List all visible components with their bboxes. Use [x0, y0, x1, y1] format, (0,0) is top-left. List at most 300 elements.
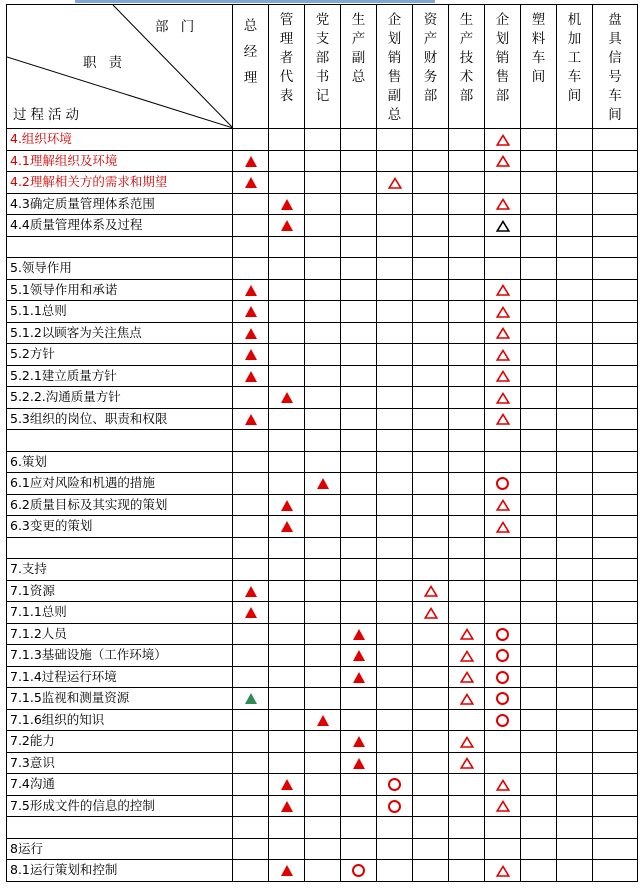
matrix-cell — [449, 516, 485, 538]
open-red-circle-icon — [388, 800, 401, 813]
matrix-cell — [269, 172, 305, 194]
matrix-cell — [341, 645, 377, 667]
matrix-cell — [557, 860, 593, 882]
matrix-cell — [557, 322, 593, 344]
table-row — [7, 150, 638, 172]
dept-label: 总 经 理 — [243, 18, 258, 86]
matrix-cell — [269, 451, 305, 473]
matrix-cell — [557, 301, 593, 323]
matrix-cell — [305, 258, 341, 280]
matrix-cell — [341, 602, 377, 624]
matrix-cell — [305, 559, 341, 581]
matrix-cell — [521, 623, 557, 645]
matrix-cell — [233, 215, 269, 237]
matrix-cell — [305, 838, 341, 860]
matrix-cell — [557, 387, 593, 409]
matrix-cell — [593, 602, 638, 624]
process-activity-cell: 5.3组织的岗位、职责和权限 — [7, 408, 233, 430]
matrix-cell — [305, 236, 341, 258]
matrix-cell — [341, 537, 377, 559]
open-red-triangle-icon — [496, 198, 510, 210]
matrix-cell — [557, 580, 593, 602]
process-activity-cell: 6.3变更的策划 — [7, 516, 233, 538]
matrix-cell — [413, 774, 449, 796]
filled-red-triangle-icon — [245, 177, 257, 188]
matrix-cell — [449, 494, 485, 516]
matrix-cell — [233, 516, 269, 538]
matrix-cell — [305, 666, 341, 688]
process-activity-cell: 8运行 — [7, 838, 233, 860]
matrix-cell — [341, 451, 377, 473]
matrix-cell — [305, 193, 341, 215]
matrix-cell — [233, 473, 269, 495]
process-activity-cell: 7.1资源 — [7, 580, 233, 602]
filled-red-triangle-icon — [245, 156, 257, 167]
filled-red-triangle-icon — [245, 349, 257, 360]
matrix-cell — [413, 795, 449, 817]
table-row — [7, 817, 638, 839]
matrix-cell — [413, 279, 449, 301]
matrix-cell — [341, 795, 377, 817]
matrix-cell — [521, 774, 557, 796]
matrix-cell — [269, 709, 305, 731]
matrix-cell — [413, 451, 449, 473]
matrix-cell — [521, 129, 557, 151]
matrix-cell — [377, 602, 413, 624]
matrix-cell — [521, 516, 557, 538]
matrix-cell — [341, 473, 377, 495]
open-red-triangle-icon — [496, 413, 510, 425]
matrix-cell — [305, 451, 341, 473]
matrix-cell — [557, 236, 593, 258]
matrix-cell — [485, 473, 521, 495]
matrix-cell — [413, 752, 449, 774]
filled-red-triangle-icon — [281, 392, 293, 403]
matrix-cell — [377, 365, 413, 387]
open-red-circle-icon — [496, 477, 509, 490]
matrix-cell — [233, 666, 269, 688]
matrix-cell — [557, 688, 593, 710]
matrix-cell — [233, 344, 269, 366]
table-row — [7, 602, 638, 624]
matrix-cell — [233, 774, 269, 796]
matrix-cell — [233, 365, 269, 387]
matrix-cell — [305, 344, 341, 366]
table-row — [7, 258, 638, 280]
matrix-cell — [449, 215, 485, 237]
matrix-cell — [521, 860, 557, 882]
matrix-cell — [485, 709, 521, 731]
open-red-triangle-icon — [496, 306, 510, 318]
matrix-cell — [557, 602, 593, 624]
process-activity-cell — [7, 236, 233, 258]
matrix-cell — [593, 236, 638, 258]
matrix-cell — [593, 731, 638, 753]
matrix-cell — [341, 731, 377, 753]
matrix-cell — [593, 258, 638, 280]
matrix-cell — [413, 602, 449, 624]
open-red-triangle-icon — [424, 585, 438, 597]
matrix-cell — [305, 172, 341, 194]
matrix-cell — [269, 731, 305, 753]
matrix-cell — [305, 709, 341, 731]
table-row — [7, 365, 638, 387]
matrix-cell — [413, 817, 449, 839]
matrix-cell — [377, 322, 413, 344]
matrix-cell — [305, 322, 341, 344]
matrix-cell — [377, 580, 413, 602]
matrix-cell — [233, 838, 269, 860]
matrix-cell — [233, 129, 269, 151]
matrix-cell — [449, 473, 485, 495]
matrix-cell — [449, 344, 485, 366]
matrix-cell — [485, 494, 521, 516]
matrix-cell — [449, 537, 485, 559]
matrix-cell — [593, 129, 638, 151]
matrix-cell — [449, 752, 485, 774]
matrix-cell — [521, 408, 557, 430]
process-activity-cell: 7.1.6组织的知识 — [7, 709, 233, 731]
matrix-cell — [593, 301, 638, 323]
matrix-cell — [593, 430, 638, 452]
matrix-cell — [593, 322, 638, 344]
matrix-cell — [305, 301, 341, 323]
open-red-triangle-icon — [496, 134, 510, 146]
matrix-cell — [377, 623, 413, 645]
matrix-cell — [269, 387, 305, 409]
matrix-cell — [521, 795, 557, 817]
table-row — [7, 623, 638, 645]
matrix-cell — [377, 688, 413, 710]
matrix-cell — [305, 602, 341, 624]
matrix-cell — [341, 516, 377, 538]
matrix-cell — [485, 645, 521, 667]
matrix-cell — [521, 494, 557, 516]
filled-red-triangle-icon — [317, 478, 329, 489]
dept-header-3 — [341, 5, 377, 129]
matrix-cell — [341, 774, 377, 796]
table-row — [7, 129, 638, 151]
table-row — [7, 731, 638, 753]
matrix-cell — [233, 236, 269, 258]
matrix-cell — [233, 559, 269, 581]
matrix-cell — [341, 408, 377, 430]
process-activity-cell: 7.支持 — [7, 559, 233, 581]
matrix-cell — [521, 580, 557, 602]
matrix-cell — [557, 817, 593, 839]
matrix-cell — [269, 473, 305, 495]
filled-red-triangle-icon — [245, 306, 257, 317]
table-row — [7, 666, 638, 688]
open-red-triangle-icon — [496, 499, 510, 511]
matrix-cell — [557, 129, 593, 151]
matrix-cell — [233, 731, 269, 753]
table-row — [7, 301, 638, 323]
matrix-cell — [413, 365, 449, 387]
matrix-cell — [233, 451, 269, 473]
dept-header-9 — [557, 5, 593, 129]
matrix-cell — [233, 752, 269, 774]
filled-red-triangle-icon — [245, 371, 257, 382]
matrix-cell — [413, 215, 449, 237]
open-red-triangle-icon — [496, 284, 510, 296]
matrix-cell — [233, 795, 269, 817]
process-activity-cell: 7.1.3基础设施（工作环境） — [7, 645, 233, 667]
matrix-cell — [593, 473, 638, 495]
matrix-cell — [485, 623, 521, 645]
matrix-cell — [593, 193, 638, 215]
dept-header-2 — [305, 5, 341, 129]
matrix-cell — [341, 666, 377, 688]
matrix-cell — [449, 731, 485, 753]
matrix-cell — [377, 731, 413, 753]
table-row — [7, 559, 638, 581]
table-row — [7, 430, 638, 452]
matrix-cell — [269, 193, 305, 215]
matrix-cell — [305, 774, 341, 796]
matrix-cell — [485, 365, 521, 387]
matrix-cell — [485, 172, 521, 194]
matrix-cell — [305, 494, 341, 516]
filled-red-triangle-icon — [245, 328, 257, 339]
matrix-cell — [593, 709, 638, 731]
matrix-cell — [233, 537, 269, 559]
matrix-cell — [485, 215, 521, 237]
matrix-cell — [377, 473, 413, 495]
matrix-cell — [449, 258, 485, 280]
process-activity-cell: 6.策划 — [7, 451, 233, 473]
matrix-cell — [521, 817, 557, 839]
matrix-cell — [269, 430, 305, 452]
process-activity-cell: 8.1运行策划和控制 — [7, 860, 233, 882]
open-red-circle-icon — [496, 628, 509, 641]
matrix-cell — [413, 236, 449, 258]
open-red-circle-icon — [496, 671, 509, 684]
matrix-cell — [233, 602, 269, 624]
matrix-cell — [377, 236, 413, 258]
matrix-cell — [269, 860, 305, 882]
table-row — [7, 795, 638, 817]
matrix-cell — [449, 172, 485, 194]
matrix-cell — [485, 451, 521, 473]
open-red-triangle-icon — [496, 865, 510, 877]
matrix-cell — [377, 817, 413, 839]
matrix-cell — [449, 150, 485, 172]
matrix-cell — [593, 795, 638, 817]
matrix-cell — [341, 129, 377, 151]
matrix-cell — [449, 688, 485, 710]
matrix-cell — [485, 279, 521, 301]
matrix-cell — [341, 322, 377, 344]
matrix-cell — [449, 645, 485, 667]
matrix-cell — [269, 623, 305, 645]
matrix-cell — [485, 774, 521, 796]
diag-label-department: 部 门 — [155, 19, 199, 35]
dept-header-5 — [413, 5, 449, 129]
matrix-cell — [413, 430, 449, 452]
process-activity-cell: 4.组织环境 — [7, 129, 233, 151]
open-red-triangle-icon — [460, 650, 474, 662]
matrix-cell — [413, 129, 449, 151]
matrix-cell — [413, 301, 449, 323]
matrix-cell — [593, 279, 638, 301]
matrix-cell — [269, 494, 305, 516]
dept-label: 生 产 副 总 — [351, 12, 366, 85]
matrix-cell — [233, 580, 269, 602]
matrix-cell — [557, 774, 593, 796]
matrix-cell — [233, 623, 269, 645]
matrix-cell — [413, 537, 449, 559]
matrix-cell — [449, 387, 485, 409]
matrix-cell — [233, 645, 269, 667]
matrix-cell — [593, 666, 638, 688]
table-row — [7, 709, 638, 731]
matrix-cell — [521, 451, 557, 473]
matrix-cell — [413, 666, 449, 688]
filled-red-triangle-icon — [353, 758, 365, 769]
matrix-cell — [269, 580, 305, 602]
table-row — [7, 752, 638, 774]
table-row — [7, 860, 638, 882]
dept-label: 生 产 技 术 部 — [459, 12, 474, 104]
open-red-triangle-icon — [460, 736, 474, 748]
matrix-cell — [305, 688, 341, 710]
filled-red-triangle-icon — [245, 607, 257, 618]
matrix-cell — [377, 172, 413, 194]
open-red-triangle-icon — [460, 628, 474, 640]
matrix-cell — [449, 838, 485, 860]
matrix-cell — [449, 408, 485, 430]
matrix-cell — [377, 215, 413, 237]
dept-label: 机 加 工 车 间 — [567, 12, 582, 104]
matrix-cell — [305, 215, 341, 237]
matrix-cell — [413, 494, 449, 516]
matrix-cell — [305, 408, 341, 430]
table-row — [7, 193, 638, 215]
matrix-cell — [557, 709, 593, 731]
matrix-cell — [269, 322, 305, 344]
matrix-cell — [449, 451, 485, 473]
process-activity-cell: 7.1.2人员 — [7, 623, 233, 645]
header-row — [7, 5, 638, 129]
matrix-cell — [341, 559, 377, 581]
matrix-cell — [593, 817, 638, 839]
matrix-cell — [593, 494, 638, 516]
matrix-cell — [521, 666, 557, 688]
matrix-cell — [269, 537, 305, 559]
process-activity-cell: 4.4质量管理体系及过程 — [7, 215, 233, 237]
matrix-cell — [269, 516, 305, 538]
filled-red-triangle-icon — [281, 801, 293, 812]
matrix-cell — [593, 838, 638, 860]
matrix-cell — [269, 774, 305, 796]
matrix-cell — [485, 193, 521, 215]
matrix-cell — [341, 860, 377, 882]
matrix-body — [7, 129, 638, 882]
table-row — [7, 408, 638, 430]
matrix-cell — [413, 645, 449, 667]
matrix-cell — [377, 344, 413, 366]
matrix-cell — [521, 602, 557, 624]
matrix-cell — [377, 774, 413, 796]
matrix-cell — [341, 279, 377, 301]
matrix-cell — [341, 494, 377, 516]
dept-label: 资 产 财 务 部 — [423, 12, 438, 104]
matrix-cell — [413, 172, 449, 194]
matrix-cell — [377, 387, 413, 409]
open-red-triangle-icon — [496, 800, 510, 812]
matrix-cell — [521, 430, 557, 452]
matrix-cell — [413, 408, 449, 430]
dept-label: 塑 料 车 间 — [531, 12, 546, 85]
matrix-cell — [377, 838, 413, 860]
process-activity-cell: 7.1.1总则 — [7, 602, 233, 624]
matrix-cell — [377, 559, 413, 581]
process-activity-cell: 4.1理解组织及环境 — [7, 150, 233, 172]
dept-label: 企 划 销 售 副 总 — [387, 12, 402, 123]
matrix-cell — [341, 193, 377, 215]
process-activity-cell: 7.4沟通 — [7, 774, 233, 796]
matrix-cell — [593, 860, 638, 882]
matrix-cell — [233, 709, 269, 731]
matrix-cell — [233, 279, 269, 301]
process-activity-cell: 7.1.4过程运行环境 — [7, 666, 233, 688]
matrix-cell — [377, 516, 413, 538]
matrix-cell — [341, 150, 377, 172]
matrix-cell — [233, 430, 269, 452]
matrix-cell — [593, 344, 638, 366]
matrix-cell — [449, 817, 485, 839]
matrix-cell — [305, 645, 341, 667]
matrix-cell — [485, 795, 521, 817]
dept-header-1 — [269, 5, 305, 129]
matrix-cell — [557, 623, 593, 645]
open-red-triangle-icon — [496, 349, 510, 361]
matrix-cell — [521, 838, 557, 860]
matrix-cell — [233, 193, 269, 215]
matrix-cell — [521, 172, 557, 194]
process-activity-cell: 5.2.2.沟通质量方针 — [7, 387, 233, 409]
matrix-cell — [233, 860, 269, 882]
matrix-cell — [521, 322, 557, 344]
matrix-cell — [485, 258, 521, 280]
filled-red-triangle-icon — [281, 779, 293, 790]
matrix-cell — [305, 129, 341, 151]
filled-green-triangle-icon — [245, 693, 257, 704]
matrix-cell — [341, 258, 377, 280]
open-red-triangle-icon — [388, 177, 402, 189]
table-row — [7, 172, 638, 194]
matrix-cell — [413, 731, 449, 753]
open-red-circle-icon — [352, 864, 365, 877]
table-row — [7, 494, 638, 516]
matrix-cell — [341, 709, 377, 731]
matrix-cell — [305, 623, 341, 645]
table-row — [7, 645, 638, 667]
open-black-triangle-icon — [496, 220, 510, 232]
filled-red-triangle-icon — [353, 736, 365, 747]
matrix-cell — [449, 860, 485, 882]
matrix-cell — [341, 817, 377, 839]
matrix-cell — [233, 258, 269, 280]
matrix-cell — [233, 150, 269, 172]
matrix-cell — [521, 150, 557, 172]
filled-red-triangle-icon — [281, 521, 293, 532]
matrix-cell — [485, 817, 521, 839]
matrix-cell — [341, 344, 377, 366]
matrix-cell — [269, 129, 305, 151]
matrix-cell — [305, 516, 341, 538]
